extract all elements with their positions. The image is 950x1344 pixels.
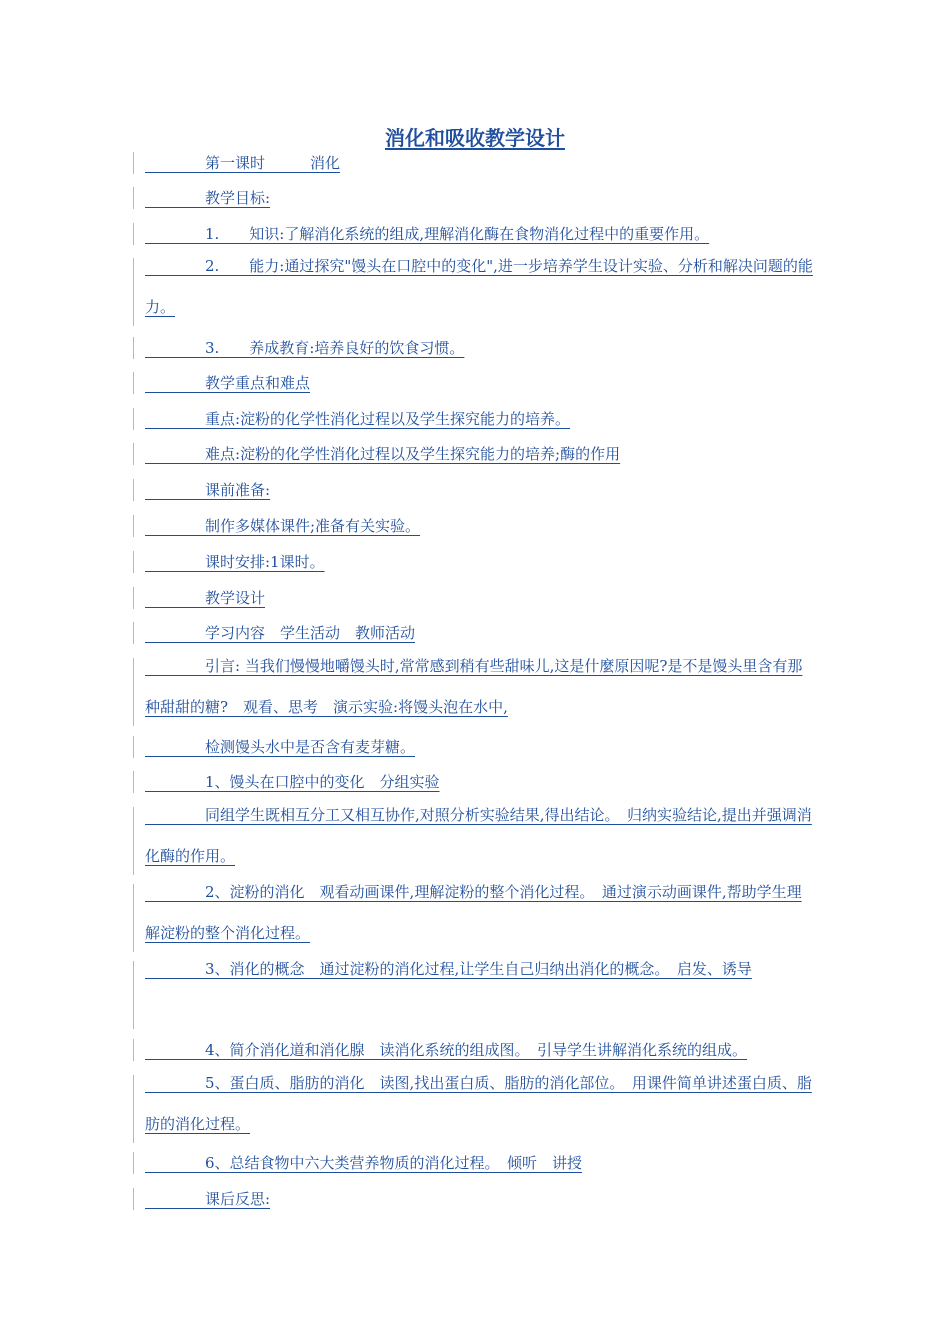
- paragraph-text: 1. 知识:了解消化系统的组成,理解消化酶在食物消化过程中的重要作用。: [145, 225, 710, 243]
- paragraph-schedule: [133, 551, 813, 573]
- paragraph-text: 教学目标:: [145, 189, 271, 207]
- paragraph-text: 2、淀粉的消化 观看动画课件,理解淀粉的整个消化过程。 通过演示动画课件,帮助学生理解淀粉的整个消化过程。: [145, 883, 802, 942]
- paragraph-text: 制作多媒体课件;准备有关实验。: [145, 517, 421, 535]
- paragraph-step-5: [133, 1075, 813, 1143]
- document-title: 消化和吸收教学设计: [385, 126, 565, 150]
- paragraph-text: 5、蛋白质、脂肪的消化 读图,找出蛋白质、脂肪的消化部位。 用课件简单讲述蛋白质、脂肪的消化过程。: [145, 1074, 812, 1133]
- paragraph-reflection-heading: [133, 1188, 813, 1210]
- paragraph-step-2: [133, 884, 813, 952]
- paragraph-preparation: [133, 515, 813, 537]
- paragraph-text: 1、馒头在口腔中的变化 分组实验: [145, 773, 440, 791]
- paragraph-key-points-heading: [133, 372, 813, 394]
- paragraph-text: 课时安排:1课时。: [145, 553, 325, 571]
- paragraph-text: 3. 养成教育:培养良好的饮食习惯。: [145, 339, 465, 357]
- paragraph-text: 学习内容 学生活动 教师活动: [145, 624, 416, 642]
- paragraph-text: 第一课时 消化: [145, 154, 341, 172]
- paragraph-objective-1: [133, 223, 813, 245]
- paragraph-objective-3: [133, 337, 813, 359]
- paragraph-detection: [133, 736, 813, 758]
- paragraph-objectives-heading: [133, 187, 813, 209]
- paragraph-key-point: [133, 408, 813, 430]
- paragraph-text: 教学设计: [145, 589, 266, 607]
- paragraph-text: 引言: 当我们慢慢地嚼馒头时,常常感到稍有些甜味儿,这是什麼原因呢?是不是馒头里含有那种甜甜的糖? 观看、思考 演示实验:将馒头泡在水中,: [145, 657, 803, 716]
- paragraph-text: 课后反思:: [145, 1190, 271, 1208]
- paragraph-text: 课前准备:: [145, 481, 271, 499]
- paragraph-preparation-heading: [133, 479, 813, 501]
- paragraph-objective-2: [133, 258, 813, 326]
- paragraph-text: 3、消化的概念 通过淀粉的消化过程,让学生自己归纳出消化的概念。 启发、诱导: [145, 960, 752, 978]
- paragraph-lesson-period: [133, 152, 813, 174]
- paragraph-difficult-point: [133, 443, 813, 465]
- paragraph-step-1: [133, 771, 813, 793]
- paragraph-text: 同组学生既相互分工又相互协作,对照分析实验结果,得出结论。 归纳实验结论,提出并强调消化酶的作用。: [145, 806, 812, 865]
- paragraph-text: 6、总结食物中六大类营养物质的消化过程。 倾听 讲授: [145, 1154, 583, 1172]
- paragraph-design-heading: [133, 587, 813, 609]
- paragraph-step-3: [133, 961, 813, 1029]
- paragraph-step-6: [133, 1152, 813, 1174]
- paragraph-text: 教学重点和难点: [145, 374, 311, 392]
- paragraph-text: 2. 能力:通过探究"馒头在口腔中的变化",进一步培养学生设计实验、分析和解决问题的能力。: [145, 257, 813, 316]
- paragraph-text: 重点:淀粉的化学性消化过程以及学生探究能力的培养。: [145, 410, 571, 428]
- paragraph-text: 检测馒头水中是否含有麦芽糖。: [145, 738, 416, 756]
- paragraph-step-4: [133, 1039, 813, 1061]
- paragraph-text: 难点:淀粉的化学性消化过程以及学生探究能力的培养;酶的作用: [145, 445, 621, 463]
- paragraph-columns: [133, 622, 813, 644]
- paragraph-group-work: [133, 807, 813, 875]
- paragraph-introduction: [133, 658, 813, 726]
- paragraph-text: 4、简介消化道和消化腺 读消化系统的组成图。 引导学生讲解消化系统的组成。: [145, 1041, 748, 1059]
